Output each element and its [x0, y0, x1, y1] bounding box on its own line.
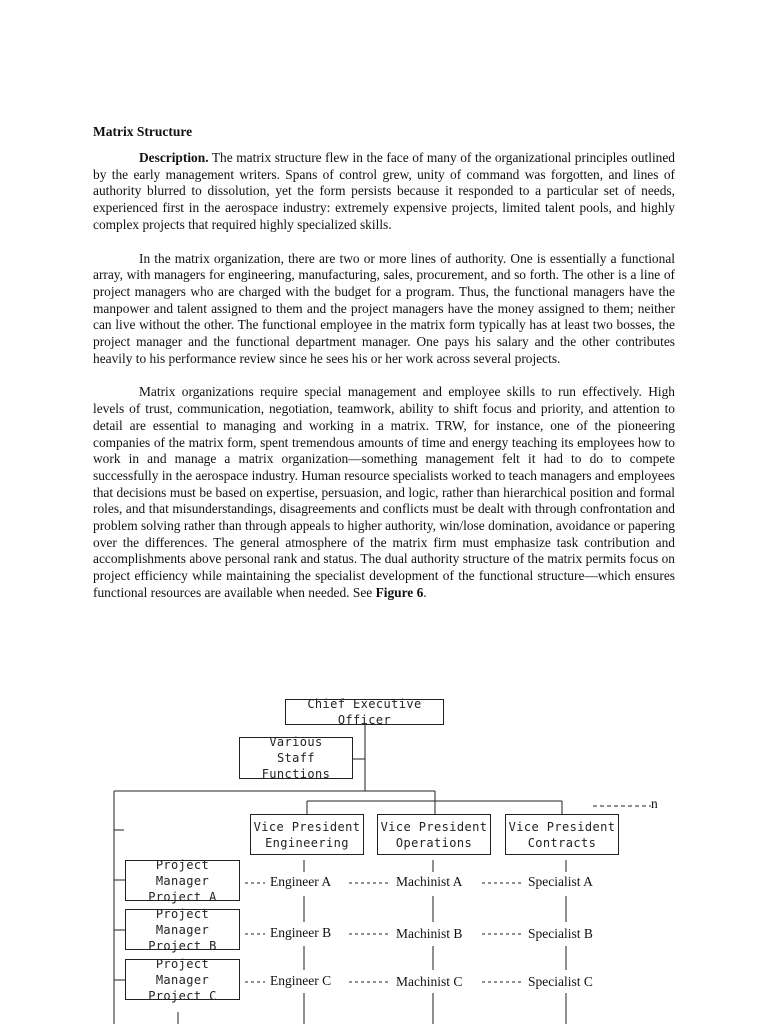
vp-ops-line1: Vice President [380, 819, 488, 834]
description-lead: Description. [139, 150, 209, 165]
pm-project-b-box [125, 906, 240, 953]
matrix-skills-end: . [423, 584, 427, 600]
vp-ops-line2: Operations [395, 835, 473, 850]
machinist-a-label: Machinist A [396, 874, 463, 889]
paragraph-description [93, 150, 675, 234]
pm-project-c-box [125, 956, 240, 1003]
vp-con-line2: Contracts [527, 835, 597, 850]
vp-eng-line2: Engineering [265, 835, 349, 850]
pm-project-a-box [125, 857, 240, 904]
pm-c-line1: Project Manager [155, 956, 210, 987]
specialist-b-label: Specialist B [528, 926, 593, 941]
engineer-b-label: Engineer B [270, 925, 332, 940]
staff-line1: Various [269, 735, 323, 749]
paragraph-matrix-skills [93, 384, 675, 601]
vp-engineering-box [250, 814, 364, 855]
n-marker: n [651, 796, 658, 811]
vp-eng-line1: Vice President [253, 819, 361, 834]
pm-a-line1: Project Manager [155, 857, 210, 888]
vp-con-line1: Vice President [508, 819, 616, 834]
machinist-c-label: Machinist C [396, 974, 463, 989]
engineer-a-label: Engineer A [270, 874, 332, 889]
pm-b-line1: Project Manager [155, 906, 210, 937]
ceo-box [285, 699, 444, 725]
staff-functions-box [239, 737, 353, 779]
pm-c-line2: Project C [148, 988, 217, 1003]
figure-reference: Figure 6 [375, 584, 424, 600]
staff-line2: Staff Functions [261, 751, 331, 781]
paragraph-lines-of-authority: In the matrix organization, there are two or more lines of authority. One is essentially a functional array, with managers for engineering, manufacturing, sales, procurement, and so forth. The other is a line of project managers who are charged with the budget for a program. Thus, the functional managers have the manpower and talent assigned to them and the project managers have the money assigned to them; neither can live without the other. The functional employee in the matrix form typically has at least two bosses, the project manager and the functional department manager. One pays his salary and the other contributes heavily to his performance review since he sees his or her work across several projects. [93, 250, 675, 366]
specialist-a-label: Specialist A [528, 874, 593, 889]
vp-operations-box [377, 814, 491, 855]
pm-b-line2: Project B [148, 938, 217, 953]
machinist-b-label: Machinist B [396, 926, 463, 941]
ceo-label: Chief Executive Officer [307, 697, 422, 727]
document-body [93, 123, 675, 619]
section-title: Matrix Structure [93, 124, 193, 139]
engineer-c-label: Engineer C [270, 973, 332, 988]
matrix-skills-body: Matrix organizations require special management and employee skills to run effectively. High levels of trust, communication, negotiation, teamwork, ability to shift focus and priority, and attention to detail are essential to managing and working in a matrix. TRW, for instance, one of the pioneering companies of the matrix form, spent tremendous amounts of time and energy teaching its employees how to work in and manage a matrix organization—something management felt it had to do to compete successfully in the aerospace industry. Human resource specialists worked to teach managers and employees that decisions must be based on expertise, persuasion, and logic, rather than hierarchical position and formal roles, and that misunderstandings, disagreements and conflicts must be dealt with through confrontation and problem solving rather than through appeals to higher authority, win/lose domination, avoidance or papering over the differences. The general atmosphere of the matrix firm must emphasize task contribution and accomplishments above personal rank and status. The dual authority structure of the matrix permits focus on project efficiency while maintaining the specialist development of the functional structure—which ensures functional resources are available when needed. See [93, 384, 675, 600]
vp-contracts-box [505, 814, 619, 855]
description-body: The matrix structure flew in the face of many of the organizational principles outlined by the early management writers. Spans of control grew, unity of command was forgotten, and lines of authority blurred to dissolution, yet the form persists because it responded to a particular set of needs, experienced first in the aerospace industry: extremely expensive projects, limited talent pools, and highly complex projects that required highly specialized skills. [93, 150, 675, 232]
pm-a-line2: Project A [148, 889, 217, 904]
specialist-c-label: Specialist C [528, 974, 593, 989]
